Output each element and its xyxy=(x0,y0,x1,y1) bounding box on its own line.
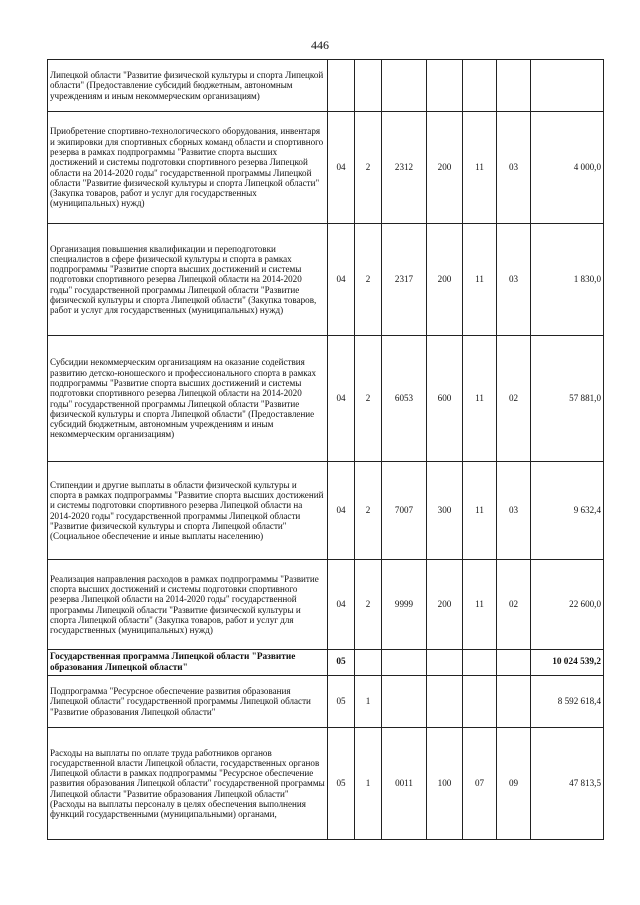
row-description: Стипендии и другие выплаты в области физической культуры и спорта в рамках подпрограммы "Развитие спорта высших достижений и системы подготовки спортивного резерва Липецкой области на 2014-2020 годы" государственной программы Липецкой области "Развитие физической культуры и спорта Липецкой области" (Социальное обеспечение и иные выплаты населению) xyxy=(48,462,328,560)
amount-value: 4 000,0 xyxy=(531,112,604,224)
expense-type-code: 200 xyxy=(427,112,463,224)
expense-type-code: 200 xyxy=(427,560,463,650)
table-row xyxy=(48,112,604,224)
subprogram-code: 2 xyxy=(355,224,382,336)
subsection-code xyxy=(497,60,531,112)
section-code: 07 xyxy=(463,728,497,840)
subsection-code xyxy=(497,676,531,728)
expense-type-code xyxy=(427,650,463,676)
table-row xyxy=(48,60,604,112)
row-description: Субсидии некоммерческим организациям на оказание содействия развитию детско-юношеского и профессионального спорта в рамках подпрограммы "Развитие спорта высших достижений и системы подготовки спортивного резерва Липецкой области на 2014-2020 годы" государственной программы Липецкой области "Развитие физической культуры и спорта Липецкой области" (Предоставление субсидий бюджетным, автономным учреждениям и иным некоммерческим организациям) xyxy=(48,336,328,462)
section-code: 11 xyxy=(463,560,497,650)
expense-direction-code: 2317 xyxy=(382,224,427,336)
expense-type-code: 300 xyxy=(427,462,463,560)
subprogram-code: 2 xyxy=(355,112,382,224)
expense-type-code: 100 xyxy=(427,728,463,840)
expense-direction-code: 0011 xyxy=(382,728,427,840)
subprogram-code: 2 xyxy=(355,462,382,560)
row-description: Организация повышения квалификации и переподготовки специалистов в сфере физической культуры и спорта в рамках подпрограммы "Развитие спорта высших достижений и системы подготовки спортивного резерва Липецкой области на 2014-2020 годы" государственной программы Липецкой области "Развитие физической культуры и спорта Липецкой области" (Закупка товаров, работ и услуг для государственных (муниципальных) нужд) xyxy=(48,224,328,336)
program-code: 04 xyxy=(328,336,355,462)
amount-value: 10 024 539,2 xyxy=(531,650,604,676)
table-row xyxy=(48,224,604,336)
row-description: Липецкой области "Развитие физической культуры и спорта Липецкой области" (Предоставление субсидий бюджетным, автономным учреждениям и иным некоммерческим организациям) xyxy=(48,60,328,112)
program-code: 05 xyxy=(328,650,355,676)
amount-value: 47 813,5 xyxy=(531,728,604,840)
subsection-code xyxy=(497,650,531,676)
subprogram-code: 1 xyxy=(355,728,382,840)
amount-value xyxy=(531,60,604,112)
program-code xyxy=(328,60,355,112)
subsection-code: 03 xyxy=(497,462,531,560)
page-number: 446 xyxy=(311,38,329,52)
expense-direction-code: 2312 xyxy=(382,112,427,224)
row-description: Подпрограмма "Ресурсное обеспечение развития образования Липецкой области" государственной программы Липецкой области "Развитие образования Липецкой области" xyxy=(48,676,328,728)
section-code: 11 xyxy=(463,112,497,224)
expense-direction-code xyxy=(382,60,427,112)
section-code xyxy=(463,676,497,728)
table-row xyxy=(48,728,604,840)
amount-value: 57 881,0 xyxy=(531,336,604,462)
subsection-code: 02 xyxy=(497,560,531,650)
subsection-code: 02 xyxy=(497,336,531,462)
program-code: 05 xyxy=(328,676,355,728)
section-code: 11 xyxy=(463,336,497,462)
amount-value: 1 830,0 xyxy=(531,224,604,336)
expense-direction-code xyxy=(382,650,427,676)
program-code: 04 xyxy=(328,224,355,336)
subprogram-code: 1 xyxy=(355,676,382,728)
row-description: Реализация направления расходов в рамках подпрограммы "Развитие спорта высших достижений и системы подготовки спортивного резерва Липецкой области на 2014-2020 годы" государственной программы Липецкой области "Развитие физической культуры и спорта Липецкой области" (Закупка товаров, работ и услуг для государственных (муниципальных) нужд) xyxy=(48,560,328,650)
program-code: 04 xyxy=(328,560,355,650)
subprogram-code: 2 xyxy=(355,336,382,462)
program-code: 04 xyxy=(328,462,355,560)
expense-type-code xyxy=(427,676,463,728)
subprogram-code: 2 xyxy=(355,560,382,650)
amount-value: 9 632,4 xyxy=(531,462,604,560)
amount-value: 22 600,0 xyxy=(531,560,604,650)
subsection-code: 03 xyxy=(497,112,531,224)
row-description: Расходы на выплаты по оплате труда работников органов государственной власти Липецкой области, государственных органов Липецкой области в рамках подпрограммы "Ресурсное обеспечение развития образования Липецкой области" государственной программы Липецкой области "Развитие образования Липецкой области" (Расходы на выплаты персоналу в целях обеспечения выполнения функций государственными (муниципальными) органами, xyxy=(48,728,328,840)
subprogram-code xyxy=(355,60,382,112)
subsection-code: 03 xyxy=(497,224,531,336)
expense-type-code: 200 xyxy=(427,224,463,336)
expense-type-code: 600 xyxy=(427,336,463,462)
section-code xyxy=(463,60,497,112)
program-code: 04 xyxy=(328,112,355,224)
row-description: Государственная программа Липецкой области "Развитие образования Липецкой области" xyxy=(48,650,328,676)
program-code: 05 xyxy=(328,728,355,840)
table-row xyxy=(48,676,604,728)
expense-direction-code: 6053 xyxy=(382,336,427,462)
expense-type-code xyxy=(427,60,463,112)
budget-table xyxy=(47,59,604,840)
row-description: Приобретение спортивно-технологического оборудования, инвентаря и экипировки для спортивных сборных команд области и спортивного резерва в рамках подпрограммы "Развитие спорта высших достижений и системы подготовки спортивного резерва Липецкой области на 2014-2020 годы" государственной программы Липецкой области "Развитие физической культуры и спорта Липецкой области" (Закупка товаров, работ и услуг для государственных (муниципальных) нужд) xyxy=(48,112,328,224)
table-row xyxy=(48,462,604,560)
expense-direction-code: 9999 xyxy=(382,560,427,650)
amount-value: 8 592 618,4 xyxy=(531,676,604,728)
table-row xyxy=(48,336,604,462)
expense-direction-code: 7007 xyxy=(382,462,427,560)
subprogram-code xyxy=(355,650,382,676)
section-code: 11 xyxy=(463,462,497,560)
section-code: 11 xyxy=(463,224,497,336)
section-code xyxy=(463,650,497,676)
subsection-code: 09 xyxy=(497,728,531,840)
expense-direction-code xyxy=(382,676,427,728)
table-row xyxy=(48,560,604,650)
table-row xyxy=(48,650,604,676)
